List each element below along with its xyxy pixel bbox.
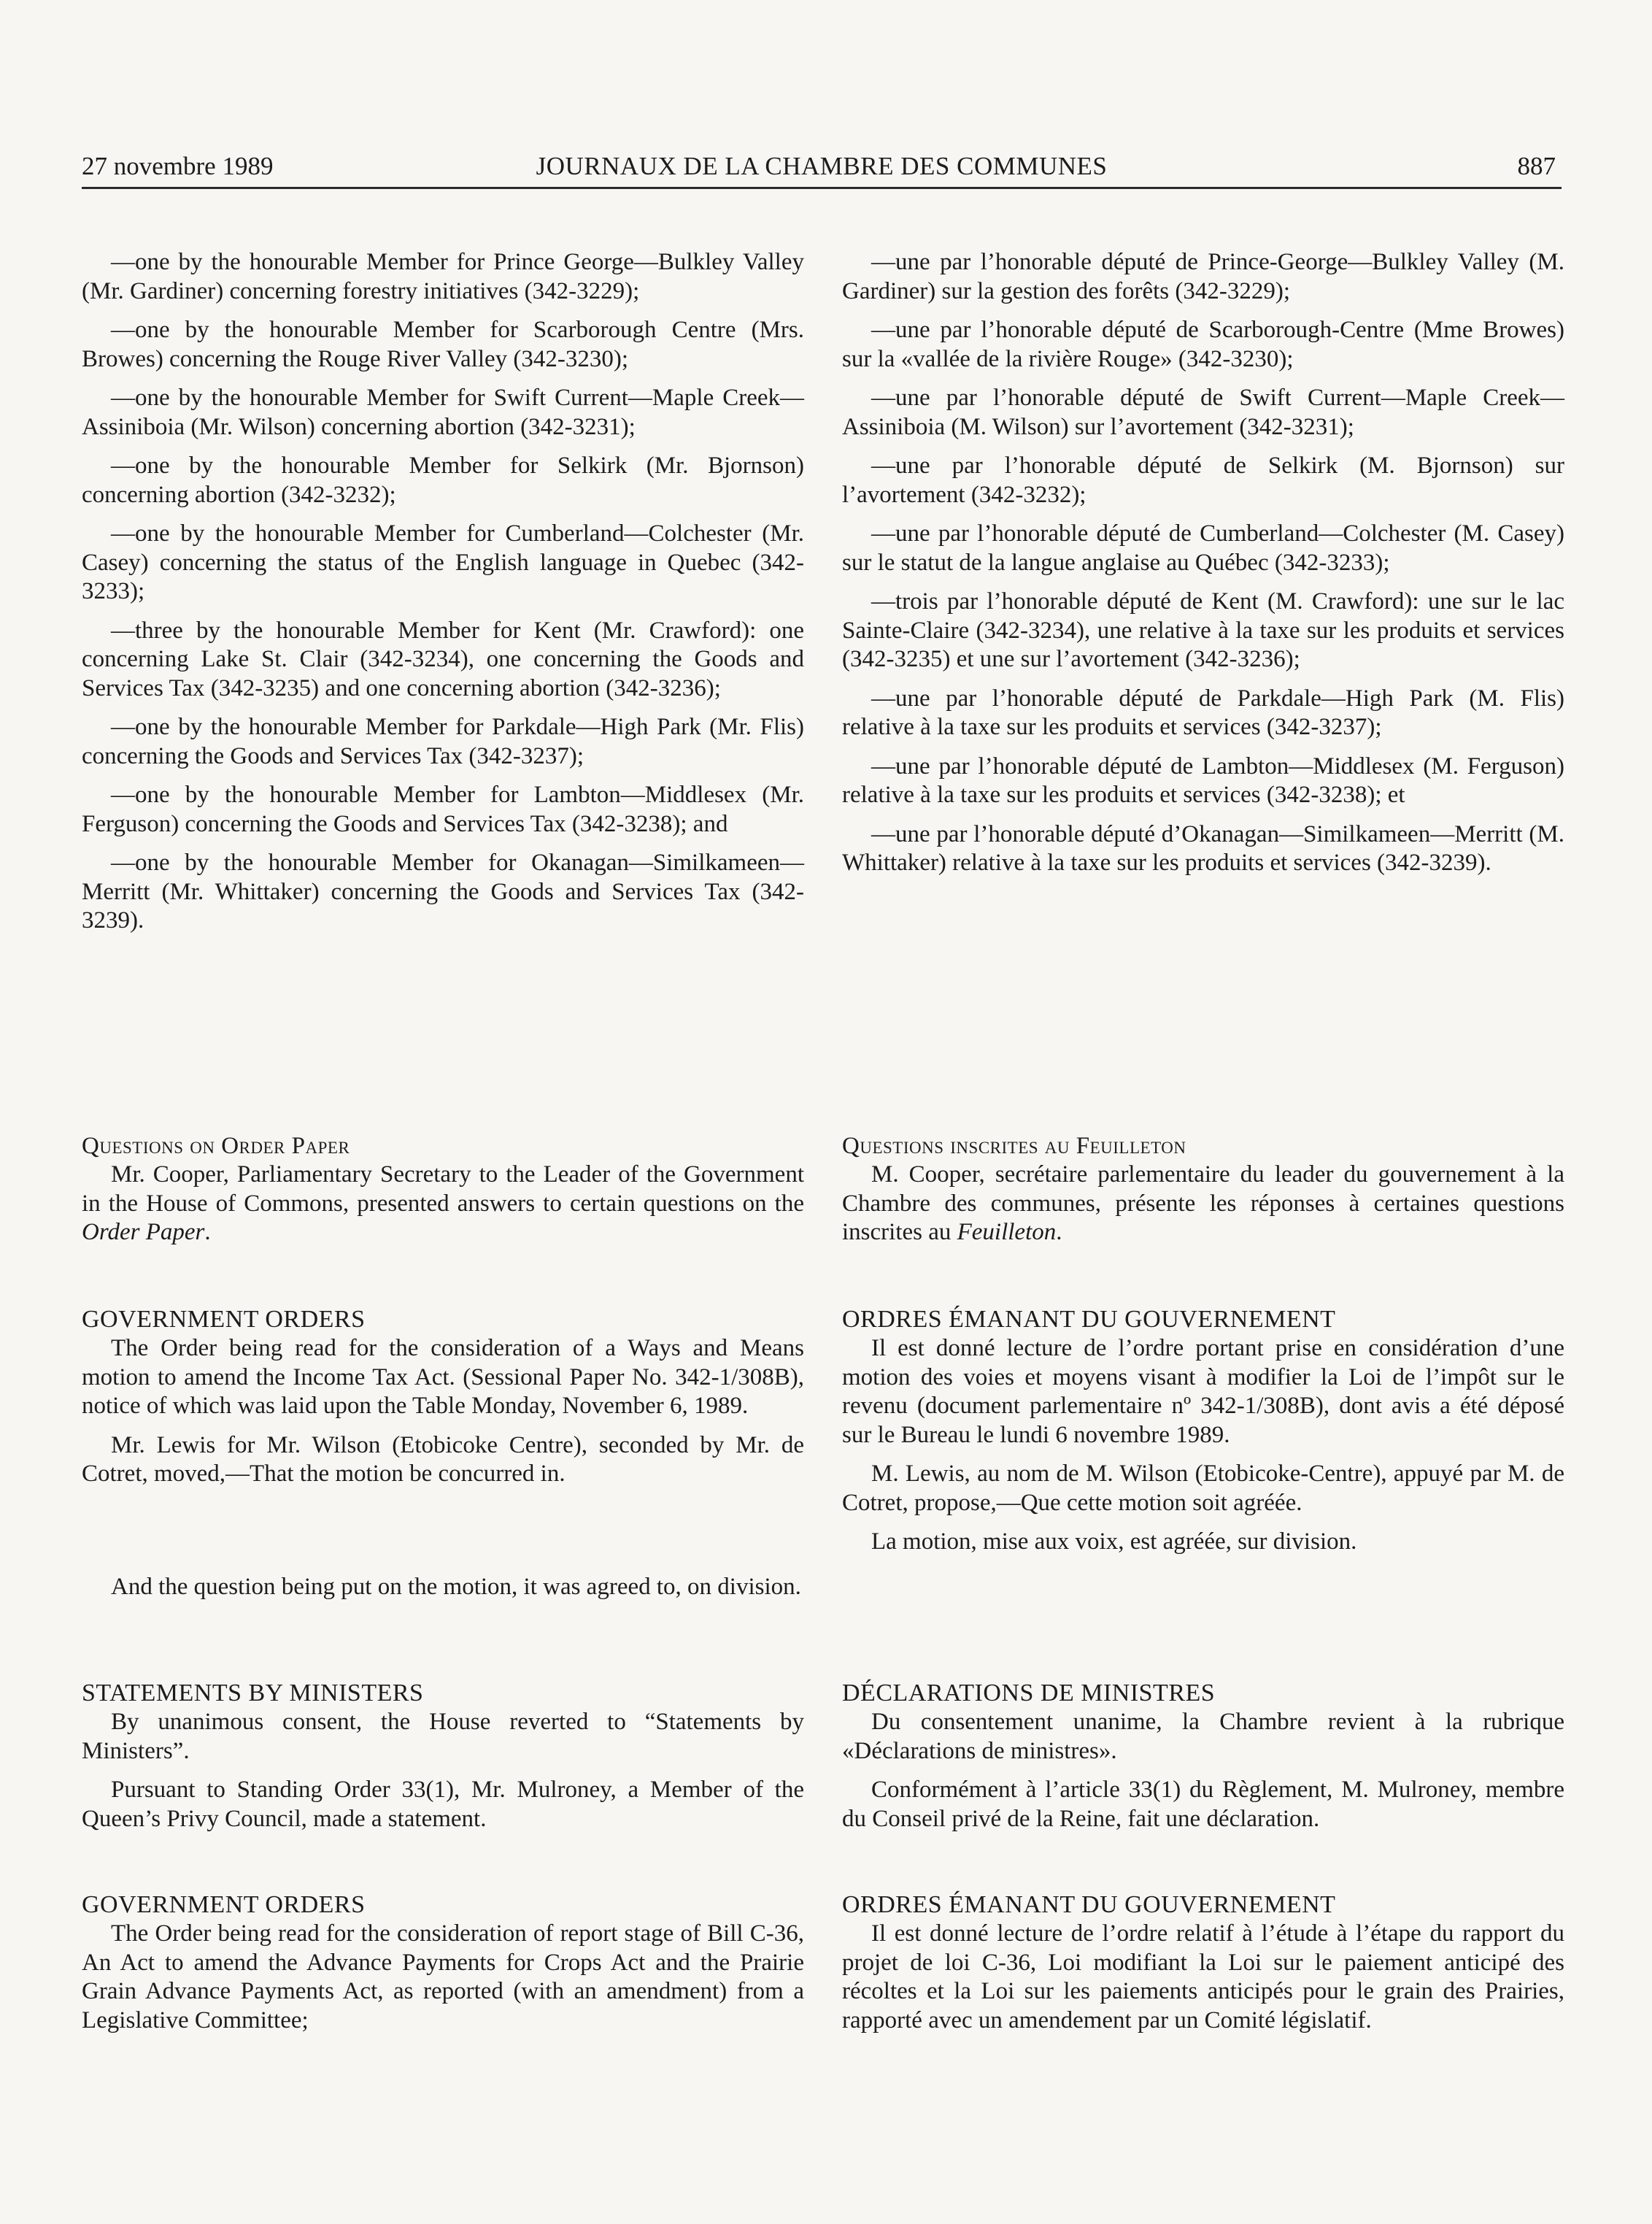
section-paragraph: And the question being put on the motion, it was agreed to, on division. — [111, 1574, 801, 1600]
petition-item: —une par l’honorable député de Prince-George—Bulkley Valley (M. Gardiner) sur la gestion des forêts (342-3229); — [842, 249, 1564, 304]
section-paragraph: M. Lewis, au nom de M. Wilson (Etobicoke-Centre), appuyé par M. de Cotret, propose,—Que cette motion soit agréée. — [842, 1461, 1564, 1516]
section-paragraph: Du consentement unanime, la Chambre revient à la rubrique «Déclarations de ministres». — [842, 1709, 1564, 1764]
statements-section — [842, 1679, 1564, 1844]
petition-item: —one by the honourable Member for Scarborough Centre (Mrs. Browes) concerning the Rouge River Valley (342-3230); — [82, 317, 804, 372]
petitions-list — [842, 248, 1564, 878]
section-paragraph: M. Cooper, secrétaire parlementaire du leader du gouvernement à la Chambre des communes, présente les réponses à certaines questions inscrites au Feuilleton. — [842, 1161, 1564, 1245]
section-heading: ORDRES ÉMANANT DU GOUVERNEMENT — [842, 1306, 1336, 1333]
section-paragraph: By unanimous consent, the House reverted to “Statements by Ministers”. — [82, 1709, 804, 1764]
page-header — [82, 146, 1562, 189]
petition-item: —une par l’honorable député d’Okanagan—Similkameen—Merritt (M. Whittaker) relative à la taxe sur les produits et services (342-3239). — [842, 820, 1564, 876]
statements-section — [82, 1679, 804, 1844]
section-paragraph: Mr. Lewis for Mr. Wilson (Etobicoke Centre), seconded by Mr. de Cotret, moved,—That the motion be concurred in. — [82, 1431, 804, 1487]
petition-item: —une par l’honorable député de Lambton—Middlesex (M. Ferguson) relative à la taxe sur les produits et services (342-3238); et — [842, 753, 1564, 808]
government-orders-section — [842, 1305, 1564, 1567]
petition-item: —une par l’honorable député de Scarborough-Centre (Mme Browes) sur la «vallée de la rivière Rouge» (342-3230); — [842, 317, 1564, 372]
petition-item: —une par l’honorable député de Selkirk (M. Bjornson) sur l’avortement (342-3232); — [842, 453, 1564, 508]
section-heading: GOVERNMENT ORDERS — [82, 1891, 366, 1918]
section-heading: DÉCLARATIONS DE MINISTRES — [842, 1679, 1216, 1707]
section-paragraph: Pursuant to Standing Order 33(1), Mr. Mulroney, a Member of the Queen’s Privy Council, made a statement. — [82, 1777, 804, 1832]
petitions-list — [82, 248, 804, 936]
page-number: 887 — [1517, 152, 1556, 180]
header-date: 27 novembre 1989 — [82, 152, 274, 180]
petition-item: —une par l’honorable député de Swift Current—Maple Creek—Assiniboia (M. Wilson) sur l’avortement (342-3231); — [842, 385, 1564, 440]
petition-item: —trois par l’honorable député de Kent (M. Crawford): une sur le lac Sainte-Claire (342-3234), une relative à la taxe sur les produits et services (342-3235) et une sur l’avortement (342-3236); — [842, 588, 1564, 672]
section-heading: Questions inscrites au Feuilleton — [842, 1133, 1186, 1159]
journal-title: JOURNAUX DE LA CHAMBRE DES COMMUNES — [536, 152, 1108, 180]
section-heading: STATEMENTS BY MINISTERS — [82, 1679, 424, 1707]
section-heading: GOVERNMENT ORDERS — [82, 1306, 366, 1333]
section-paragraph: Il est donné lecture de l’ordre portant prise en considération d’une motion des voies et moyens visant à modifier la Loi de l’impôt sur le revenu (document parlementaire nº 342-1/308B), dont avis a été déposé sur le Bureau le lundi 6 novembre 1989. — [842, 1335, 1564, 1448]
english-column — [82, 248, 804, 2033]
petition-item: —three by the honourable Member for Kent (Mr. Crawford): one concerning Lake St. Clair (342-3234), one concerning the Goods and Services Tax (342-3235) and one concerning abortion (342-3236); — [82, 617, 804, 701]
government-orders-section-2 — [82, 1890, 804, 2045]
petition-item: —one by the honourable Member for Parkdale—High Park (Mr. Flis) concerning the Goods and Services Tax (342-3237); — [82, 714, 804, 769]
section-paragraph: La motion, mise aux voix, est agréée, sur division. — [871, 1528, 1357, 1555]
petition-item: —one by the honourable Member for Okanagan—Similkameen—Merritt (Mr. Whittaker) concerning the Goods and Services Tax (342-3239). — [82, 850, 804, 934]
section-paragraph: Mr. Cooper, Parliamentary Secretary to the Leader of the Government in the House of Commons, presented answers to certain questions on the Order Paper. — [82, 1161, 804, 1245]
section-paragraph: The Order being read for the consideration of report stage of Bill C-36, An Act to amend the Advance Payments for Crops Act and the Prairie Grain Advance Payments Act, as reported (with an amendment) from a Legislative Committee; — [82, 1920, 804, 2033]
petition-item: —une par l’honorable député de Cumberland—Colchester (M. Casey) sur le statut de la langue anglaise au Québec (342-3233); — [842, 520, 1564, 576]
french-column — [842, 248, 1564, 2033]
section-heading: Questions on Order Paper — [82, 1133, 350, 1159]
section-paragraph: Il est donné lecture de l’ordre relatif à l’étude à l’étape du rapport du projet de loi C-36, Loi modifiant la Loi sur le paiement anticipé des récoltes et la Loi sur les paiements anticipés pour le grain des Prairies, rapporté avec un amendement par un Comité législatif. — [842, 1920, 1564, 2033]
government-orders-section — [82, 1305, 804, 1499]
petition-item: —one by the honourable Member for Lambton—Middlesex (Mr. Ferguson) concerning the Goods and Services Tax (342-3238); and — [82, 782, 804, 837]
government-orders-section-2 — [842, 1890, 1564, 2045]
section-paragraph: Conformément à l’article 33(1) du Règlement, M. Mulroney, membre du Conseil privé de la Reine, fait une déclaration. — [842, 1777, 1564, 1832]
section-heading: ORDRES ÉMANANT DU GOUVERNEMENT — [842, 1891, 1336, 1918]
section-paragraph: The Order being read for the consideration of a Ways and Means motion to amend the Income Tax Act. (Sessional Paper No. 342-1/308B), notice of which was laid upon the Table Monday, November 6, 1989. — [82, 1335, 804, 1419]
petition-item: —one by the honourable Member for Selkirk (Mr. Bjornson) concerning abortion (342-3232); — [82, 453, 804, 508]
questions-section — [842, 1131, 1564, 1258]
petition-item: —one by the honourable Member for Prince George—Bulkley Valley (Mr. Gardiner) concerning forestry initiatives (342-3229); — [82, 249, 804, 304]
petition-item: —one by the honourable Member for Swift Current—Maple Creek—Assiniboia (Mr. Wilson) concerning abortion (342-3231); — [82, 385, 804, 440]
motion-result — [82, 1573, 804, 1612]
petition-item: —one by the honourable Member for Cumberland—Colchester (Mr. Casey) concerning the status of the English language in Quebec (342-3233); — [82, 520, 804, 604]
petition-item: —une par l’honorable député de Parkdale—High Park (M. Flis) relative à la taxe sur les produits et services (342-3237); — [842, 685, 1564, 740]
questions-section — [82, 1131, 804, 1258]
